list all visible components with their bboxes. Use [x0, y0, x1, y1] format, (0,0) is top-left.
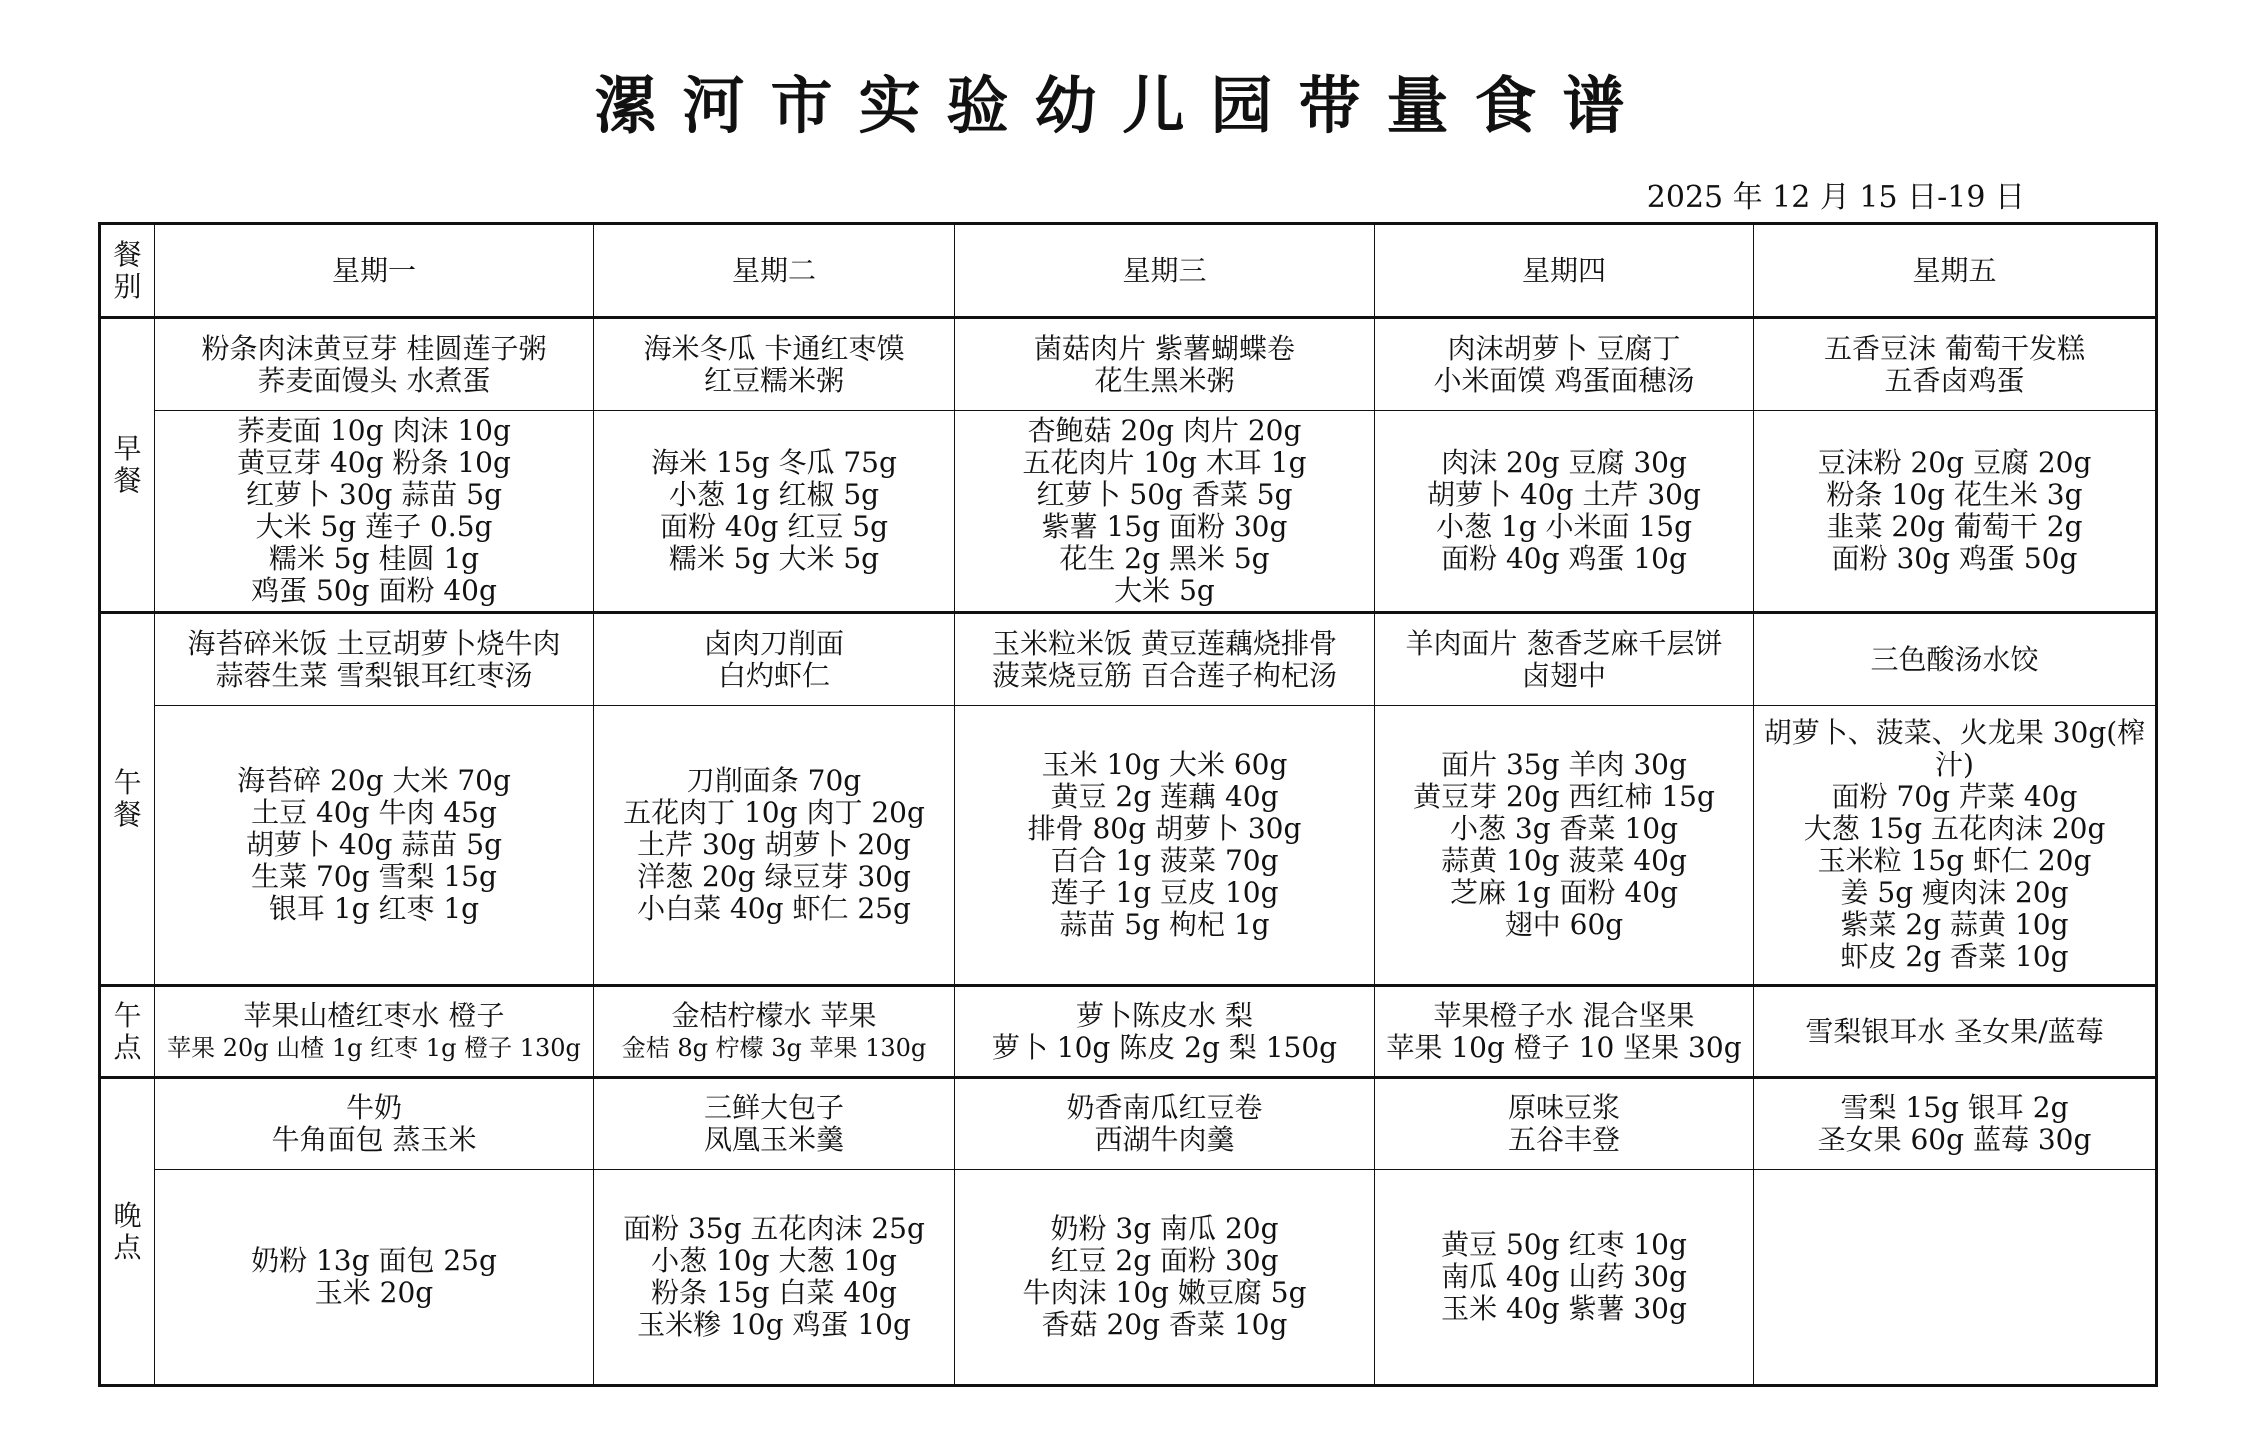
breakfast-dish-thu: 肉沫胡萝卜 豆腐丁 小米面馍 鸡蛋面穗汤 — [1375, 318, 1754, 411]
snack-ingredients-mon: 苹果 20g 山楂 1g 红枣 1g 橙子 130g — [167, 1033, 581, 1062]
lunch-dish-tue: 卤肉刀削面 白灼虾仁 — [594, 612, 955, 705]
snack-fri — [1754, 985, 2157, 1077]
day-header-mon: 星期一 — [155, 224, 594, 318]
lunch-dish-fri: 三色酸汤水饺 — [1754, 612, 2157, 705]
header-row — [100, 224, 2157, 318]
snack-wed — [955, 985, 1375, 1077]
dinner-dish-wed: 奶香南瓜红豆卷 西湖牛肉羹 — [955, 1078, 1375, 1170]
day-header-fri: 星期五 — [1754, 224, 2157, 318]
lunch-ingredients-mon: 海苔碎 20g 大米 70g 土豆 40g 牛肉 45g 胡萝卜 40g 蒜苗 5g 生菜 70g 雪梨 15g 银耳 1g 红枣 1g — [155, 706, 594, 986]
snack-thu — [1375, 985, 1754, 1077]
lunch-ingredients-tue: 刀削面条 70g 五花肉丁 10g 肉丁 20g 土芹 30g 胡萝卜 20g 洋葱 20g 绿豆芽 30g 小白菜 40g 虾仁 25g — [594, 706, 955, 986]
snack-ingredients-thu: 苹果 10g 橙子 10 坚果 30g — [1386, 1030, 1742, 1064]
dinner-ingredients-wed: 奶粉 3g 南瓜 20g 红豆 2g 面粉 30g 牛肉沫 10g 嫩豆腐 5g 香菇 20g 香菜 10g — [955, 1170, 1375, 1386]
day-header-wed: 星期三 — [955, 224, 1375, 318]
snack-label: 午点 — [100, 985, 155, 1077]
snack-tue — [594, 985, 955, 1077]
snack-dish-tue: 金桔柠檬水 苹果 — [671, 998, 877, 1032]
lunch-dish-mon: 海苔碎米饭 土豆胡萝卜烧牛肉 蒜蓉生菜 雪梨银耳红枣汤 — [155, 612, 594, 705]
lunch-ingredients-fri: 胡萝卜、菠菜、火龙果 30g(榨汁) 面粉 70g 芹菜 40g 大葱 15g 五花肉沫 20g 玉米粒 15g 虾仁 20g 姜 5g 瘦肉沫 20g 紫菜 2g 蒜黄 10g 虾皮 2g 香菜 10g — [1754, 706, 2157, 986]
dinner-ingredients-thu: 黄豆 50g 红枣 10g 南瓜 40g 山药 30g 玉米 40g 紫薯 30g — [1375, 1170, 1754, 1386]
dinner-ingredients-mon: 奶粉 13g 面包 25g 玉米 20g — [155, 1170, 594, 1386]
lunch-dish-thu: 羊肉面片 葱香芝麻千层饼 卤翅中 — [1375, 612, 1754, 705]
day-header-tue: 星期二 — [594, 224, 955, 318]
dinner-ingredients-tue: 面粉 35g 五花肉沫 25g 小葱 10g 大葱 10g 粉条 15g 白菜 40g 玉米糁 10g 鸡蛋 10g — [594, 1170, 955, 1386]
breakfast-dish-fri: 五香豆沫 葡萄干发糕 五香卤鸡蛋 — [1754, 318, 2157, 411]
date-range: 2025 年 12 月 15 日-19 日 — [1646, 180, 2025, 215]
lunch-ingredient-row — [100, 706, 2157, 986]
breakfast-ingredients-fri: 豆沫粉 20g 豆腐 20g 粉条 10g 花生米 3g 韭菜 20g 葡萄干 2g 面粉 30g 鸡蛋 50g — [1754, 411, 2157, 613]
snack-dish-thu: 苹果橙子水 混合坚果 — [1433, 998, 1695, 1032]
snack-row — [100, 985, 2157, 1077]
meal-header: 餐别 — [100, 224, 155, 318]
breakfast-ingredients-wed: 杏鲍菇 20g 肉片 20g 五花肉片 10g 木耳 1g 红萝卜 50g 香菜 5g 紫薯 15g 面粉 30g 花生 2g 黑米 5g 大米 5g — [955, 411, 1375, 613]
snack-mon — [155, 985, 594, 1077]
dinner-dish-thu: 原味豆浆 五谷丰登 — [1375, 1078, 1754, 1170]
menu-table — [98, 222, 2158, 1387]
lunch-dish-wed: 玉米粒米饭 黄豆莲藕烧排骨 菠菜烧豆筋 百合莲子枸杞汤 — [955, 612, 1375, 705]
breakfast-ingredients-tue: 海米 15g 冬瓜 75g 小葱 1g 红椒 5g 面粉 40g 红豆 5g 糯米 5g 大米 5g — [594, 411, 955, 613]
dinner-dish-tue: 三鲜大包子 凤凰玉米羹 — [594, 1078, 955, 1170]
lunch-dish-row — [100, 612, 2157, 705]
dinner-dish-row — [100, 1078, 2157, 1170]
breakfast-dish-tue: 海米冬瓜 卡通红枣馍 红豆糯米粥 — [594, 318, 955, 411]
dinner-ingredients-fri — [1754, 1170, 2157, 1386]
breakfast-dish-mon: 粉条肉沫黄豆芽 桂圆莲子粥 荞麦面馒头 水煮蛋 — [155, 318, 594, 411]
snack-dish-mon: 苹果山楂红枣水 橙子 — [243, 998, 505, 1032]
breakfast-dish-wed: 菌菇肉片 紫薯蝴蝶卷 花生黑米粥 — [955, 318, 1375, 411]
lunch-label: 午餐 — [100, 612, 155, 985]
breakfast-ingredients-thu: 肉沫 20g 豆腐 30g 胡萝卜 40g 土芹 30g 小葱 1g 小米面 15g 面粉 40g 鸡蛋 10g — [1375, 411, 1754, 613]
lunch-ingredients-thu: 面片 35g 羊肉 30g 黄豆芽 20g 西红柿 15g 小葱 3g 香菜 10g 蒜黄 10g 菠菜 40g 芝麻 1g 面粉 40g 翅中 60g — [1375, 706, 1754, 986]
breakfast-ingredients-mon: 荞麦面 10g 肉沫 10g 黄豆芽 40g 粉条 10g 红萝卜 30g 蒜苗 5g 大米 5g 莲子 0.5g 糯米 5g 桂圆 1g 鸡蛋 50g 面粉 40g — [155, 411, 594, 613]
snack-ingredients-tue: 金桔 8g 柠檬 3g 苹果 130g — [621, 1033, 927, 1062]
breakfast-label: 早餐 — [100, 318, 155, 613]
snack-dish-fri: 雪梨银耳水 圣女果/蓝莓 — [1805, 1014, 2104, 1048]
snack-ingredients-wed: 萝卜 10g 陈皮 2g 梨 150g — [991, 1030, 1338, 1064]
page-title: 漯河市实验幼儿园带量食谱 — [594, 69, 1651, 142]
dinner-label: 晚点 — [100, 1078, 155, 1386]
snack-dish-wed: 萝卜陈皮水 梨 — [1076, 998, 1253, 1032]
dinner-dish-fri: 雪梨 15g 银耳 2g 圣女果 60g 蓝莓 30g — [1754, 1078, 2157, 1170]
day-header-thu: 星期四 — [1375, 224, 1754, 318]
dinner-dish-mon: 牛奶 牛角面包 蒸玉米 — [155, 1078, 594, 1170]
breakfast-dish-row — [100, 318, 2157, 411]
dinner-ingredient-row — [100, 1170, 2157, 1386]
breakfast-ingredient-row — [100, 411, 2157, 613]
lunch-ingredients-wed: 玉米 10g 大米 60g 黄豆 2g 莲藕 40g 排骨 80g 胡萝卜 30g 百合 1g 菠菜 70g 莲子 1g 豆皮 10g 蒜苗 5g 枸杞 1g — [955, 706, 1375, 986]
